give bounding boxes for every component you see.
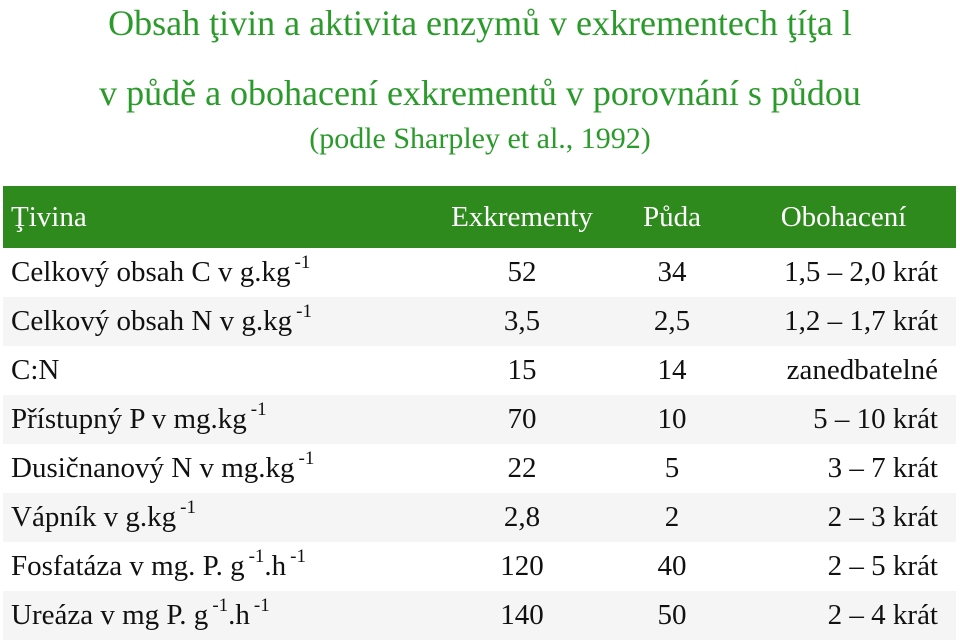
table-row (3, 346, 956, 395)
page-subtitle: (podle Sharpley et al., 1992) (309, 122, 651, 155)
enrichment-value: 1,2 – 1,7 krát (784, 305, 938, 337)
enrichment-value: 5 – 10 krát (813, 403, 938, 435)
excrements-value: 15 (507, 354, 537, 386)
soil-value: 5 (664, 452, 680, 484)
row-label: Dusičnanový N v mg.kg $^{-1}$ (11, 448, 315, 484)
enrichment-value: 2 – 4 krát (827, 599, 938, 631)
table-row (3, 493, 956, 542)
header-enrichment: Obohacení (780, 200, 907, 233)
row-label: Přístupný P v mg.kg $^{-1}$ (11, 399, 267, 435)
soil-value: 50 (657, 599, 687, 631)
table-header-row (3, 186, 956, 248)
soil-value: 14 (657, 354, 687, 386)
excrements-value: 120 (500, 550, 544, 582)
row-label: Fosfatáza v mg. P. g $^{-1}$.h $^{-1}$ (11, 546, 306, 582)
soil-value: 10 (657, 403, 687, 435)
row-label: Vápník v g.kg $^{-1}$ (11, 497, 196, 533)
table-row (3, 444, 956, 493)
enrichment-value: 2 – 3 krát (827, 501, 938, 533)
enrichment-value: 3 – 7 krát (827, 452, 938, 484)
page-title-line-1: Obsah ţivin a aktivita enzymů v exkrementech ţíţa l (108, 3, 852, 43)
table-row (3, 542, 956, 591)
soil-value: 40 (657, 550, 687, 582)
excrements-value: 140 (500, 599, 544, 631)
soil-value: 34 (657, 256, 687, 288)
header-nutrient: Ţivina (11, 200, 87, 233)
row-label: C:N (11, 354, 60, 386)
enrichment-value: 2 – 5 krát (827, 550, 938, 582)
row-label: Ureáza v mg P. g $^{-1}$.h $^{-1}$ (11, 595, 270, 631)
enrichment-value: zanedbatelné (786, 354, 938, 386)
page-title-line-2: v půdě a obohacení exkrementů v porovnání s půdou (99, 73, 861, 113)
excrements-value: 3,5 (503, 305, 541, 337)
excrements-value: 22 (507, 452, 537, 484)
soil-value: 2 (664, 501, 680, 533)
enrichment-value: 1,5 – 2,0 krát (784, 256, 938, 288)
table-row (3, 297, 956, 346)
excrements-value: 2,8 (503, 501, 541, 533)
excrements-value: 52 (507, 256, 537, 288)
table-row (3, 591, 956, 640)
excrements-value: 70 (507, 403, 537, 435)
table-row (3, 395, 956, 444)
row-label: Celkový obsah C v g.kg $^{-1}$ (11, 252, 311, 288)
data-table (3, 186, 956, 640)
table-row (3, 248, 956, 297)
header-excrements: Exkrementy (451, 200, 593, 233)
header-soil: Půda (643, 200, 701, 233)
soil-value: 2,5 (653, 305, 691, 337)
row-label: Celkový obsah N v g.kg $^{-1}$ (11, 301, 312, 337)
